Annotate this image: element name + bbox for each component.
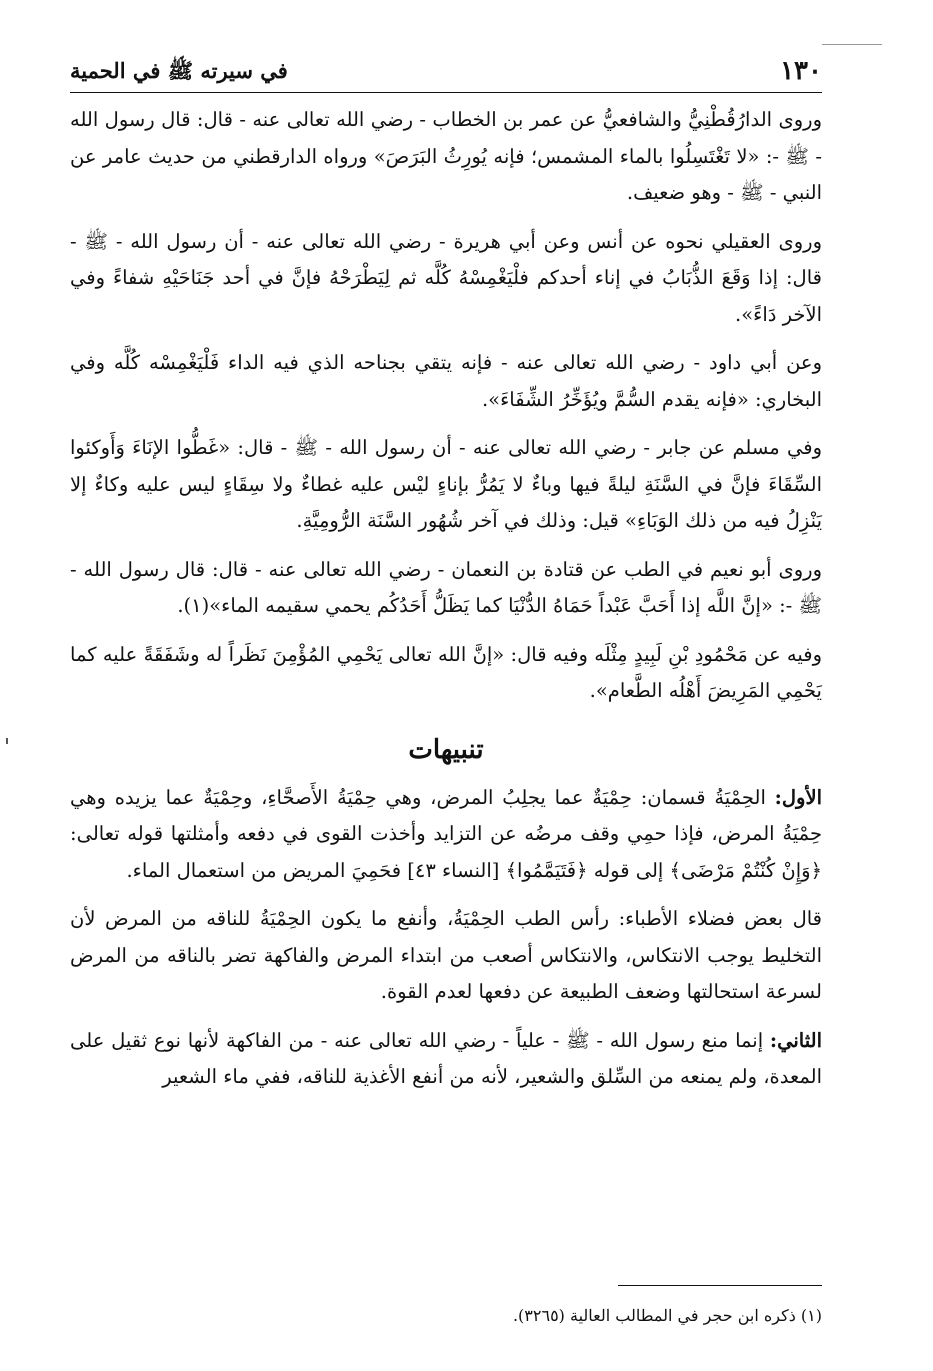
paragraph: وفي مسلم عن جابر - رضي الله تعالى عنه - أن رسول الله - ﷺ - قال: «غَطُّوا الإنَاءَ وَأَوكئوا السِّقَاءَ فإنَّ في السَّنَةِ ليلةً فيها وباءٌ لا يَمُرُّ بإناءٍ ليْس عليه غطاءٌ ولا سِقَاءٍ ليس عليه وكاءٌ إلا يَنْزِلُ فيه من ذلك الوَبَاءِ» قيل: وذلك في آخر شُهُور السَّنَة الرُّومِيَّةِ. <box>70 436 822 532</box>
paragraph: وروى أبو نعيم في الطب عن قتادة بن النعمان - رضي الله تعالى عنه - قال: قال رسول الله - ﷺ -: «إنَّ اللَّه إذا أَحَبَّ عَبْداً حَمَاهُ الدُّنْيَا كما يَظَلُّ أَحَدُكُم يحمي سقيمه الماء»(١). <box>70 557 822 617</box>
paragraph: وروى الدارُقُطْنِيُّ والشافعيُّ عن عمر بن الخطاب - رضي الله تعالى عنه - قال: قال رسول الله - ﷺ -: «لا تَغْتَسِلُوا بالماء المشمس؛ فإنه يُورِثُ البَرَصَ» ورواه الدارقطني من حديث عامر عن النبي - ﷺ - وهو ضعيف. <box>70 108 822 204</box>
paragraph-lead: الأول: <box>774 785 822 809</box>
paragraph: وعن أبي داود - رضي الله تعالى عنه - فإنه يتقي بجناحه الذي فيه الداء فَلْيَغْمِسْه كُلَّه وفي البخاري: «فإنه يقدم السُّمَّ ويُؤَخِّرُ الشِّفَاءَ». <box>70 351 822 411</box>
header-rule <box>70 92 822 93</box>
paragraph <box>70 780 822 890</box>
paragraph: وفيه عن مَحْمُودِ بْنِ لَبِيدٍ مِثْلَه وفيه قال: «إنَّ الله تعالى يَحْمِي المُؤْمِنَ نَظَراً له وشَفَقَةً عليه كما يَحْمِي المَرِيضَ أَهْلُه الطَّعام». <box>70 642 822 702</box>
margin-mark <box>6 738 8 744</box>
footnote: (١) ذكره ابن حجر في المطالب العالية (٣٢٦٥). <box>512 1306 822 1325</box>
body-text <box>70 102 822 1108</box>
page-header <box>70 50 822 92</box>
running-title: في سيرته ﷺ في الحمية <box>70 58 288 83</box>
page-number: ١٣٠ <box>780 56 822 86</box>
paragraph-text: قال بعض فضلاء الأطباء: رأس الطب الحِمْيَةُ، وأنفع ما يكون الحِمْيَةُ للناقه من المرض لأن التخليط يوجب الانتكاس، والانتكاس أصعب من ابتداء المرض والفاكهة تضر بالناقه من المرض لسرعة استحالتها وضعف الطبيعة عن دفعها لعدم القوة. <box>70 907 822 1003</box>
section-heading: تنبيهات <box>408 734 484 765</box>
footnote-rule <box>618 1285 822 1286</box>
header-rule-extension <box>822 44 882 45</box>
paragraph <box>70 1023 822 1096</box>
paragraph-lead: الثاني: <box>769 1028 822 1052</box>
paragraph-text: الحِمْيَةُ قسمان: حِمْيَةٌ عما يجلِبُ المرض، وهي حِمْيَةُ الأَصحَّاءِ، وحِمْيَةٌ عما يزيده وهي حِمْيَةُ المرض، فإذا حمِي وقف مرضُه عن التزايد وأخذت القوى في دفعه وأمثلتها قوله تعالى: ﴿وَإِنْ كُنْتُمْ مَرْضَى﴾ إلى قوله ﴿فَتَيَمَّمُوا﴾ [النساء ٤٣] فحَمِيَ المريض من استعمال الماء. <box>70 785 822 882</box>
paragraph: وروى العقيلي نحوه عن أنس وعن أبي هريرة - رضي الله تعالى عنه - أن رسول الله - ﷺ - قال: إذا وَقَعَ الذُّبَابُ في إناء أحدكم فلْيَغْمِسْهُ كُلَّه ثم لِيَطْرَحْهُ فإنَّ في أحد جَنَاحَيْهِ شفاءً وفي الآخر دَاءً». <box>70 229 822 326</box>
paragraph <box>70 901 822 1011</box>
paragraph-text: إنما منع رسول الله - ﷺ - علياً - رضي الله تعالى عنه - من الفاكهة لأنها نوع ثقيل على المعدة، ولم يمنعه من السِّلق والشعير، لأنه من أنفع الأغذية للناقه، ففي ماء الشعير <box>70 1028 822 1088</box>
